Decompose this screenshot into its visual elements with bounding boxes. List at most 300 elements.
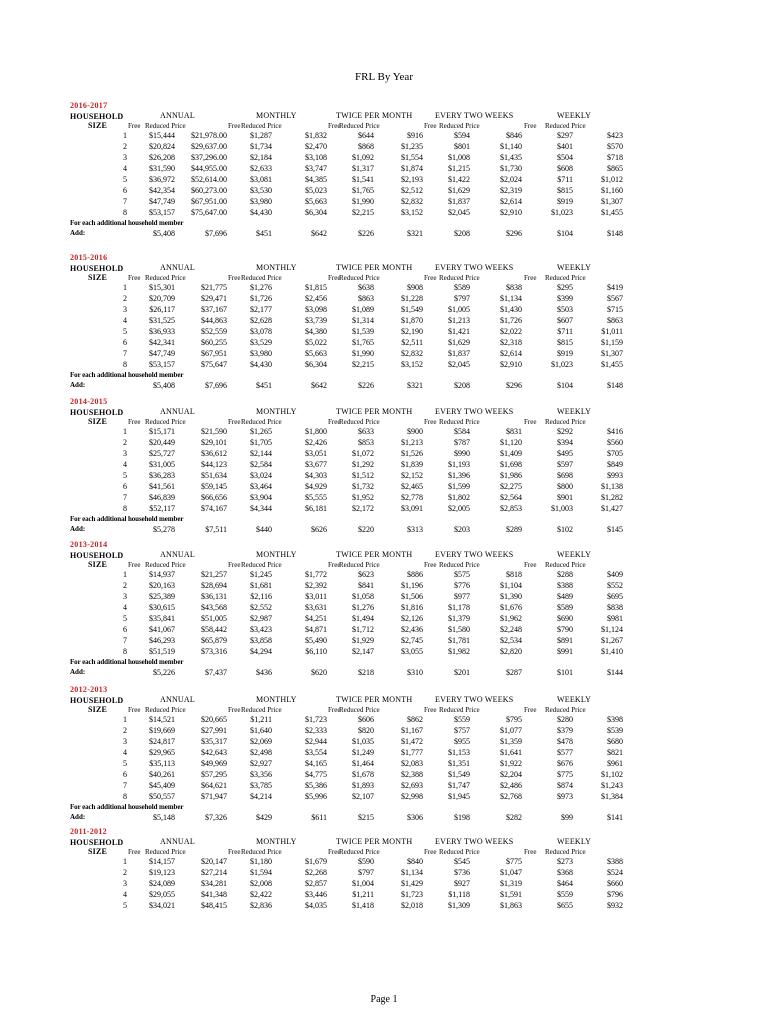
household-size-cell: 4 [123,748,127,757]
table-cell: $295 [557,283,573,292]
page-title: FRL By Year [355,71,413,83]
table-cell: $611 [311,813,327,822]
table-cell: $2,927 [250,759,272,768]
table-cell: $49,969 [201,759,227,768]
table-cell: $1,035 [352,737,374,746]
table-cell: $1,359 [500,737,522,746]
household-size-cell: 3 [123,879,127,888]
free-subheader: Free [228,848,241,856]
household-size-cell: 1 [123,715,127,724]
table-cell: $2,248 [500,625,522,634]
household-label: HOUSEHOLD [70,551,124,560]
table-cell: $797 [358,868,374,877]
table-cell: $74,167 [201,504,227,513]
table-cell: $1,747 [448,781,470,790]
table-cell: $3,055 [401,647,423,656]
table-cell: $75,647.00 [191,208,227,217]
column-group-header: ANNUAL [160,407,195,416]
table-cell: $2,318 [500,338,522,347]
table-cell: $25,727 [149,449,175,458]
table-cell: $2,614 [500,349,522,358]
table-cell: $1,455 [601,360,623,369]
table-cell: $1,276 [352,603,374,612]
table-cell: $1,292 [352,460,374,469]
table-cell: $19,669 [149,726,175,735]
table-cell: $4,430 [250,208,272,217]
reduced-subheader: Reduced Price [545,561,586,569]
table-cell: $567 [607,294,623,303]
table-cell: $790 [557,625,573,634]
free-subheader: Free [424,706,437,714]
table-cell: $1,986 [500,471,522,480]
table-cell: $52,117 [149,504,175,513]
table-cell: $104 [557,229,573,238]
column-group-header: TWICE PER MONTH [336,837,413,846]
table-cell: $321 [407,381,423,390]
table-cell: $1,309 [448,901,470,910]
column-group-header: EVERY TWO WEEKS [435,407,514,416]
table-cell: $644 [358,131,374,140]
table-cell: $900 [407,427,423,436]
reduced-subheader: Reduced Price [145,561,186,569]
table-cell: $711 [557,175,573,184]
table-cell: $296 [506,229,522,238]
table-cell: $1,228 [401,294,423,303]
table-cell: $1,140 [500,142,522,151]
table-cell: $863 [607,316,623,325]
table-cell: $1,196 [401,581,423,590]
reduced-subheader: Reduced Price [439,418,480,426]
free-subheader: Free [524,848,537,856]
table-cell: $642 [311,229,327,238]
table-cell: $927 [454,879,470,888]
table-cell: $1,235 [401,142,423,151]
household-size-cell: 5 [123,175,127,184]
table-cell: $1,929 [352,636,374,645]
table-cell: $3,081 [250,175,272,184]
table-cell: $676 [557,759,573,768]
table-cell: $1,180 [250,857,272,866]
table-cell: $34,021 [149,901,175,910]
table-cell: $3,554 [305,748,327,757]
table-cell: $36,612 [201,449,227,458]
table-cell: $2,465 [401,482,423,491]
table-cell: $29,471 [201,294,227,303]
column-group-header: TWICE PER MONTH [336,111,413,120]
free-subheader: Free [524,274,537,282]
table-cell: $3,631 [305,603,327,612]
reduced-subheader: Reduced Price [241,122,282,130]
table-cell: $1,410 [601,647,623,656]
table-cell: $1,541 [352,175,374,184]
table-cell: $2,745 [401,636,423,645]
table-cell: $6,110 [305,647,327,656]
table-cell: $886 [407,570,423,579]
table-cell: $590 [358,857,374,866]
household-label: HOUSEHOLD [70,696,124,705]
table-cell: $705 [607,449,623,458]
free-subheader: Free [424,561,437,569]
table-cell: $1,047 [500,868,522,877]
free-subheader: Free [524,561,537,569]
table-cell: $2,498 [250,748,272,757]
table-cell: $638 [358,283,374,292]
table-cell: $208 [454,381,470,390]
reduced-subheader: Reduced Price [339,561,380,569]
reduced-subheader: Reduced Price [439,848,480,856]
table-cell: $296 [506,381,522,390]
table-cell: $4,251 [305,614,327,623]
table-cell: $1,472 [401,737,423,746]
table-cell: $44,955.00 [191,164,227,173]
free-subheader: Free [328,122,341,130]
table-cell: $45,409 [149,781,175,790]
table-cell: $5,226 [153,668,175,677]
table-cell: $818 [506,570,522,579]
table-cell: $1,421 [448,327,470,336]
table-cell: $797 [454,294,470,303]
table-cell: $47,749 [149,197,175,206]
reduced-subheader: Reduced Price [339,418,380,426]
table-cell: $15,301 [149,283,175,292]
table-cell: $559 [557,890,573,899]
table-cell: $1,008 [448,153,470,162]
column-group-header: TWICE PER MONTH [336,407,413,416]
table-cell: $226 [358,229,374,238]
table-cell: $2,190 [401,327,423,336]
table-cell: $2,333 [305,726,327,735]
table-cell: $60,273.00 [191,186,227,195]
table-cell: $1,153 [448,748,470,757]
reduced-subheader: Reduced Price [241,561,282,569]
table-cell: $29,637.00 [191,142,227,151]
table-cell: $37,167 [201,305,227,314]
table-cell: $2,008 [250,879,272,888]
table-cell: $60,255 [201,338,227,347]
table-cell: $64,621 [201,781,227,790]
table-cell: $2,832 [401,349,423,358]
table-cell: $3,108 [305,153,327,162]
household-size-cell: 3 [123,737,127,746]
table-cell: $1,464 [352,759,374,768]
table-cell: $1,549 [401,305,423,314]
table-cell: $52,614.00 [191,175,227,184]
table-cell: $37,296.00 [191,153,227,162]
household-size-cell: 4 [123,603,127,612]
table-cell: $961 [607,759,623,768]
table-cell: $4,385 [305,175,327,184]
table-cell: $2,172 [352,504,374,513]
table-cell: $715 [607,305,623,314]
table-cell: $1,800 [305,427,327,436]
table-cell: $4,214 [250,792,272,801]
table-cell: $1,549 [448,770,470,779]
table-cell: $440 [256,525,272,534]
table-cell: $660 [607,879,623,888]
reduced-subheader: Reduced Price [439,274,480,282]
household-size-cell: 7 [123,636,127,645]
table-cell: $21,775 [201,283,227,292]
household-size-cell: 6 [123,186,127,195]
table-cell: $868 [358,142,374,151]
year-heading: 2015-2016 [70,253,108,262]
table-cell: $2,319 [500,186,522,195]
table-cell: $776 [454,581,470,590]
table-cell: $1,390 [500,592,522,601]
table-cell: $1,435 [500,153,522,162]
size-label: SIZE [88,273,108,282]
table-cell: $3,677 [305,460,327,469]
table-cell: $504 [557,153,573,162]
table-cell: $1,990 [352,197,374,206]
table-cell: $280 [557,715,573,724]
table-cell: $1,012 [601,175,623,184]
table-cell: $1,245 [250,570,272,579]
table-cell: $2,486 [500,781,522,790]
table-cell: $981 [607,614,623,623]
table-cell: $2,045 [448,208,470,217]
table-cell: $1,494 [352,614,374,623]
table-cell: $44,123 [201,460,227,469]
table-cell: $1,952 [352,493,374,502]
table-cell: $1,837 [448,349,470,358]
table-cell: $3,024 [250,471,272,480]
table-cell: $1,734 [250,142,272,151]
table-cell: $2,107 [352,792,374,801]
table-cell: $1,591 [500,890,522,899]
table-cell: $46,293 [149,636,175,645]
table-cell: $36,972 [149,175,175,184]
reduced-subheader: Reduced Price [545,706,586,714]
table-cell: $1,384 [601,792,623,801]
table-cell: $2,069 [250,737,272,746]
table-cell: $1,089 [352,305,374,314]
table-cell: $4,929 [305,482,327,491]
table-cell: $2,422 [250,890,272,899]
table-cell: $1,102 [601,770,623,779]
column-group-header: MONTHLY [256,407,297,416]
free-subheader: Free [424,418,437,426]
size-label: SIZE [88,847,108,856]
table-cell: $7,437 [205,668,227,677]
table-cell: $1,351 [448,759,470,768]
table-cell: $31,525 [149,316,175,325]
table-cell: $698 [557,471,573,480]
table-cell: $1,276 [250,283,272,292]
table-cell: $3,152 [401,360,423,369]
table-cell: $198 [454,813,470,822]
table-cell: $401 [557,142,573,151]
table-cell: $1,681 [250,581,272,590]
table-cell: $2,193 [401,175,423,184]
reduced-subheader: Reduced Price [145,418,186,426]
table-cell: $288 [557,570,573,579]
table-cell: $1,870 [401,316,423,325]
table-cell: $559 [454,715,470,724]
table-cell: $570 [607,142,623,151]
reduced-subheader: Reduced Price [339,706,380,714]
table-cell: $1,629 [448,186,470,195]
table-cell: $20,665 [201,715,227,724]
table-cell: $20,824 [149,142,175,151]
table-cell: $2,470 [305,142,327,151]
household-size-cell: 5 [123,327,127,336]
table-cell: $1,396 [448,471,470,480]
column-group-header: ANNUAL [160,263,195,272]
table-cell: $35,113 [149,759,175,768]
table-cell: $1,816 [401,603,423,612]
table-cell: $695 [607,592,623,601]
table-cell: $1,506 [401,592,423,601]
household-label: HOUSEHOLD [70,408,124,417]
table-cell: $36,933 [149,327,175,336]
table-cell: $977 [454,592,470,601]
table-cell: $2,116 [250,592,272,601]
table-cell: $6,304 [305,208,327,217]
table-cell: $800 [557,482,573,491]
additional-member-note: For each additional household member [70,371,184,379]
table-cell: $3,529 [250,338,272,347]
table-cell: $2,820 [500,647,522,656]
table-cell: $141 [607,813,623,822]
table-cell: $101 [557,668,573,677]
table-cell: $2,628 [250,316,272,325]
table-cell: $524 [607,868,623,877]
table-cell: $575 [454,570,470,579]
table-cell: $2,083 [401,759,423,768]
column-group-header: MONTHLY [256,837,297,846]
table-cell: $51,519 [149,647,175,656]
table-cell: $282 [506,813,522,822]
table-cell: $901 [557,493,573,502]
table-cell: $607 [557,316,573,325]
household-label: HOUSEHOLD [70,838,124,847]
household-size-cell: 3 [123,305,127,314]
table-cell: $14,521 [149,715,175,724]
table-cell: $2,456 [305,294,327,303]
table-cell: $775 [506,857,522,866]
reduced-subheader: Reduced Price [241,848,282,856]
table-cell: $1,118 [448,890,470,899]
year-heading: 2016-2017 [70,101,108,110]
additional-member-note: For each additional household member [70,219,184,227]
table-cell: $503 [557,305,573,314]
table-cell: $1,307 [601,197,623,206]
household-label: HOUSEHOLD [70,264,124,273]
table-cell: $436 [256,668,272,677]
table-cell: $2,436 [401,625,423,634]
table-cell: $31,005 [149,460,175,469]
table-cell: $1,922 [500,759,522,768]
table-cell: $51,005 [201,614,227,623]
table-cell: $1,723 [305,715,327,724]
table-cell: $2,944 [305,737,327,746]
household-size-cell: 2 [123,438,127,447]
table-cell: $399 [557,294,573,303]
table-cell: $2,177 [250,305,272,314]
table-cell: $28,694 [201,581,227,590]
table-cell: $3,078 [250,327,272,336]
table-cell: $3,356 [250,770,272,779]
table-cell: $14,937 [149,570,175,579]
table-cell: $620 [311,668,327,677]
add-label: Add: [70,813,86,821]
table-cell: $2,024 [500,175,522,184]
table-cell: $35,841 [149,614,175,623]
table-cell: $1,815 [305,283,327,292]
table-cell: $840 [407,857,423,866]
table-cell: $1,314 [352,316,374,325]
table-cell: $1,077 [500,726,522,735]
table-cell: $7,696 [205,381,227,390]
table-cell: $1,379 [448,614,470,623]
table-cell: $626 [311,525,327,534]
reduced-subheader: Reduced Price [241,418,282,426]
table-cell: $1,594 [250,868,272,877]
table-cell: $398 [607,715,623,724]
table-cell: $489 [557,592,573,601]
table-cell: $75,647 [201,360,227,369]
table-cell: $2,836 [250,901,272,910]
table-cell: $1,265 [250,427,272,436]
table-cell: $429 [256,813,272,822]
table-cell: $1,599 [448,482,470,491]
reduced-subheader: Reduced Price [439,706,480,714]
table-cell: $1,058 [352,592,374,601]
table-cell: $52,559 [201,327,227,336]
table-cell: $801 [454,142,470,151]
size-label: SIZE [88,417,108,426]
table-cell: $20,147 [201,857,227,866]
household-size-cell: 4 [123,460,127,469]
column-group-header: TWICE PER MONTH [336,263,413,272]
column-group-header: EVERY TWO WEEKS [435,550,514,559]
table-cell: $226 [358,381,374,390]
table-cell: $853 [358,438,374,447]
table-cell: $145 [607,525,623,534]
table-cell: $2,018 [401,901,423,910]
table-cell: $1,138 [601,482,623,491]
table-cell: $1,003 [551,504,573,513]
table-cell: $2,126 [401,614,423,623]
column-group-header: ANNUAL [160,695,195,704]
table-cell: $2,215 [352,208,374,217]
table-cell: $2,910 [500,360,522,369]
table-cell: $594 [454,131,470,140]
table-cell: $1,134 [500,294,522,303]
household-size-cell: 6 [123,482,127,491]
add-label: Add: [70,381,86,389]
free-subheader: Free [424,122,437,130]
table-cell: $1,712 [352,625,374,634]
column-group-header: TWICE PER MONTH [336,695,413,704]
reduced-subheader: Reduced Price [145,848,186,856]
table-cell: $3,098 [305,305,327,314]
table-cell: $5,663 [305,197,327,206]
table-cell: $46,839 [149,493,175,502]
free-subheader: Free [228,274,241,282]
free-subheader: Free [524,418,537,426]
table-cell: $838 [506,283,522,292]
table-cell: $464 [557,879,573,888]
table-cell: $545 [454,857,470,866]
table-cell: $4,344 [250,504,272,513]
household-size-cell: 2 [123,142,127,151]
household-size-cell: 6 [123,770,127,779]
column-group-header: TWICE PER MONTH [336,550,413,559]
table-cell: $4,871 [305,625,327,634]
table-cell: $41,067 [149,625,175,634]
